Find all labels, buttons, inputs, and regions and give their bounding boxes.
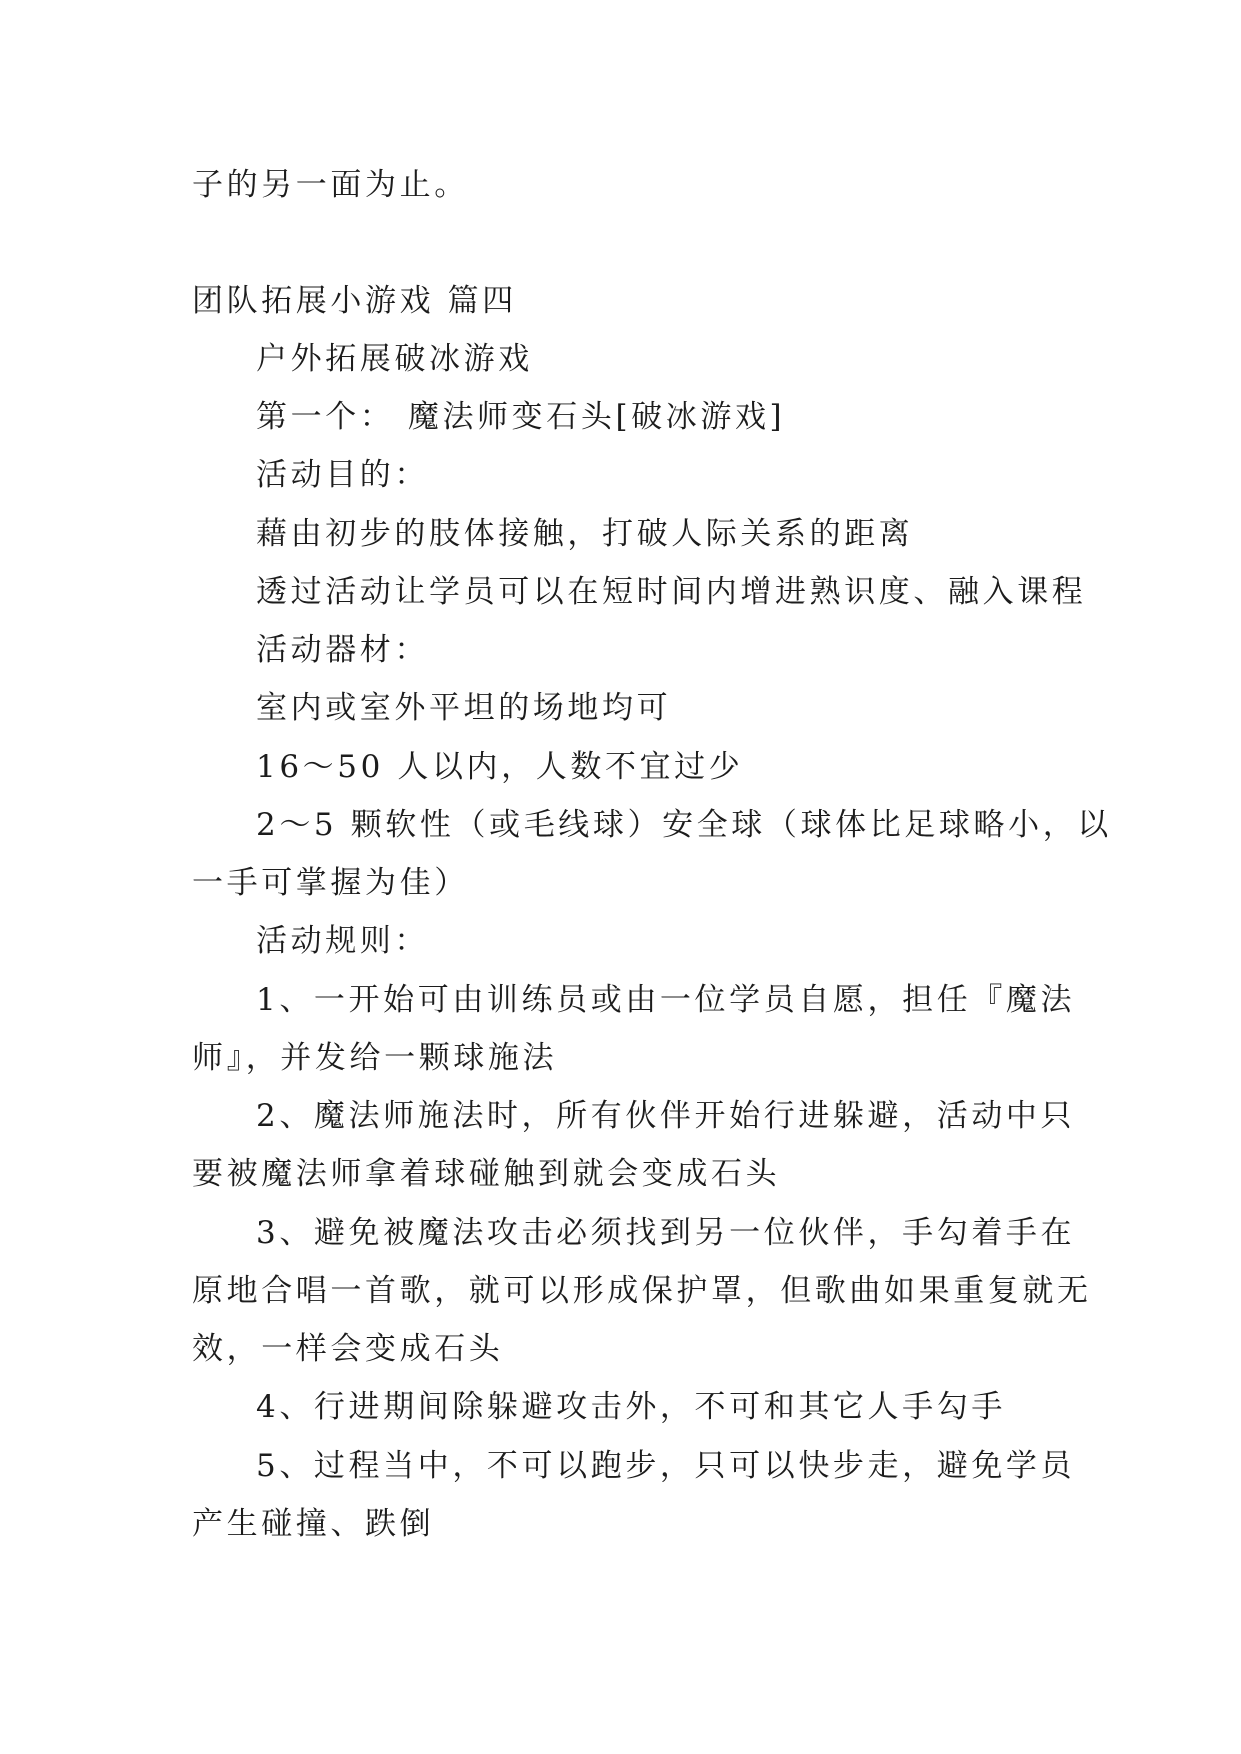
rule-item: 1、一开始可由训练员或由一位学员自愿，担任『魔法 xyxy=(256,982,1076,1018)
text-line: 透过活动让学员可以在短时间内增进熟识度、融入课程 xyxy=(256,574,1087,610)
game-title: 第一个： 魔法师变石头[破冰游戏] xyxy=(256,399,786,435)
text-line: 16～50 人以内，人数不宜过少 xyxy=(256,749,744,785)
text-line: 2～5 颗软性（或毛线球）安全球（球体比足球略小，以 xyxy=(256,807,1112,843)
label-purpose: 活动目的： xyxy=(256,457,429,493)
text-line: 一手可掌握为佳） xyxy=(192,865,469,901)
rule-item: 4、行进期间除躲避攻击外，不可和其它人手勾手 xyxy=(256,1389,1006,1425)
subsection-title: 户外拓展破冰游戏 xyxy=(256,341,533,377)
text-line: 原地合唱一首歌，就可以形成保护罩，但歌曲如果重复就无 xyxy=(192,1273,1092,1309)
text-line: 藉由初步的肢体接触，打破人际关系的距离 xyxy=(256,516,914,552)
text-line: 产生碰撞、跌倒 xyxy=(192,1506,435,1542)
rule-item: 5、过程当中，不可以跑步，只可以快步走，避免学员 xyxy=(256,1448,1076,1484)
text-line: 室内或室外平坦的场地均可 xyxy=(256,690,672,726)
text-line: 要被魔法师拿着球碰触到就会变成石头 xyxy=(192,1156,781,1192)
text-line: 效，一样会变成石头 xyxy=(192,1331,504,1367)
text-line: 子的另一面为止。 xyxy=(192,167,469,203)
label-rules: 活动规则： xyxy=(256,923,429,959)
text-line: 师』，并发给一颗球施法 xyxy=(192,1040,558,1076)
rule-item: 3、避免被魔法攻击必须找到另一位伙伴，手勾着手在 xyxy=(256,1215,1076,1251)
label-equipment: 活动器材： xyxy=(256,632,429,668)
section-heading: 团队拓展小游戏 篇四 xyxy=(192,283,517,319)
rule-item: 2、魔法师施法时，所有伙伴开始行进躲避，活动中只 xyxy=(256,1098,1076,1134)
